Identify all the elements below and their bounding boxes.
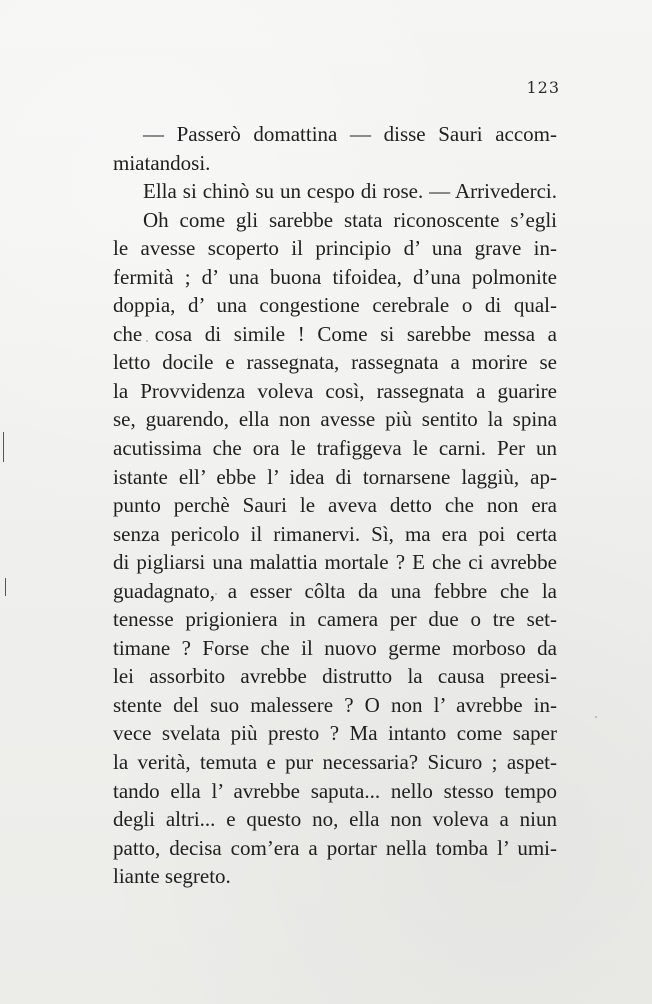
margin-mark bbox=[5, 578, 6, 596]
text-line: degli altri... e questo no, ella non voleva a niun bbox=[113, 807, 557, 832]
text-line: guadagnato, a esser côlta da una febbre che la bbox=[113, 578, 557, 603]
text-line: timane ? Forse che il nuovo germe morboso da bbox=[113, 635, 557, 660]
text-line: letto docile e rassegnata, rassegnata a morire se bbox=[113, 350, 557, 375]
text-line: fermità ; d’ una buona tifoidea, d’una polmonite bbox=[113, 264, 557, 289]
text-line: le avesse scoperto il principio d’ una grave in- bbox=[113, 236, 557, 261]
text-line: senza pericolo il rimanervi. Sì, ma era poi certa bbox=[113, 521, 557, 546]
text-line: Oh come gli sarebbe stata riconoscente s’egli bbox=[143, 207, 557, 232]
text-line: che cosa di simile ! Come si sarebbe messa a bbox=[113, 321, 557, 346]
page-number: 123 bbox=[526, 78, 560, 97]
text-line: se, guarendo, ella non avesse più sentito la spina bbox=[113, 407, 557, 432]
paper-speck bbox=[595, 716, 597, 718]
text-line: punto perchè Sauri le aveva detto che non era bbox=[113, 493, 557, 518]
text-line: patto, decisa com’era a portar nella tomba l’ umi- bbox=[113, 835, 557, 860]
text-line: Ella si chinò su un cespo di rose. — Arrivederci. bbox=[143, 179, 557, 204]
text-line: di pigliarsi una malattia mortale ? E che ci avrebbe bbox=[113, 550, 557, 575]
text-line: miatandosi. bbox=[113, 150, 211, 175]
text-line: tenesse prigioniera in camera per due o tre set- bbox=[113, 607, 557, 632]
text-line: la Provvidenza voleva così, rassegnata a guarire bbox=[113, 378, 557, 403]
text-line: doppia, d’ una congestione cerebrale o di qual- bbox=[113, 293, 557, 318]
text-line: la verità, temuta e pur necessaria? Sicuro ; aspet- bbox=[113, 750, 557, 775]
page-text bbox=[113, 120, 557, 891]
text-line: liante segreto. bbox=[113, 864, 231, 889]
margin-mark bbox=[3, 432, 4, 462]
text-line: istante ell’ ebbe l’ idea di tornarsene laggiù, ap- bbox=[113, 464, 557, 489]
text-line: stente del suo malessere ? O non l’ avrebbe in- bbox=[113, 692, 557, 717]
text-line: tando ella l’ avrebbe saputa... nello stesso tempo bbox=[113, 778, 557, 803]
text-line: lei assorbito avrebbe distrutto la causa preesi- bbox=[113, 664, 557, 689]
text-line: vece svelata più presto ? Ma intanto come saper bbox=[113, 721, 557, 746]
text-line: — Passerò domattina — disse Sauri accom- bbox=[143, 122, 557, 146]
text-line: acutissima che ora le trafiggeva le carni. Per un bbox=[113, 436, 557, 461]
